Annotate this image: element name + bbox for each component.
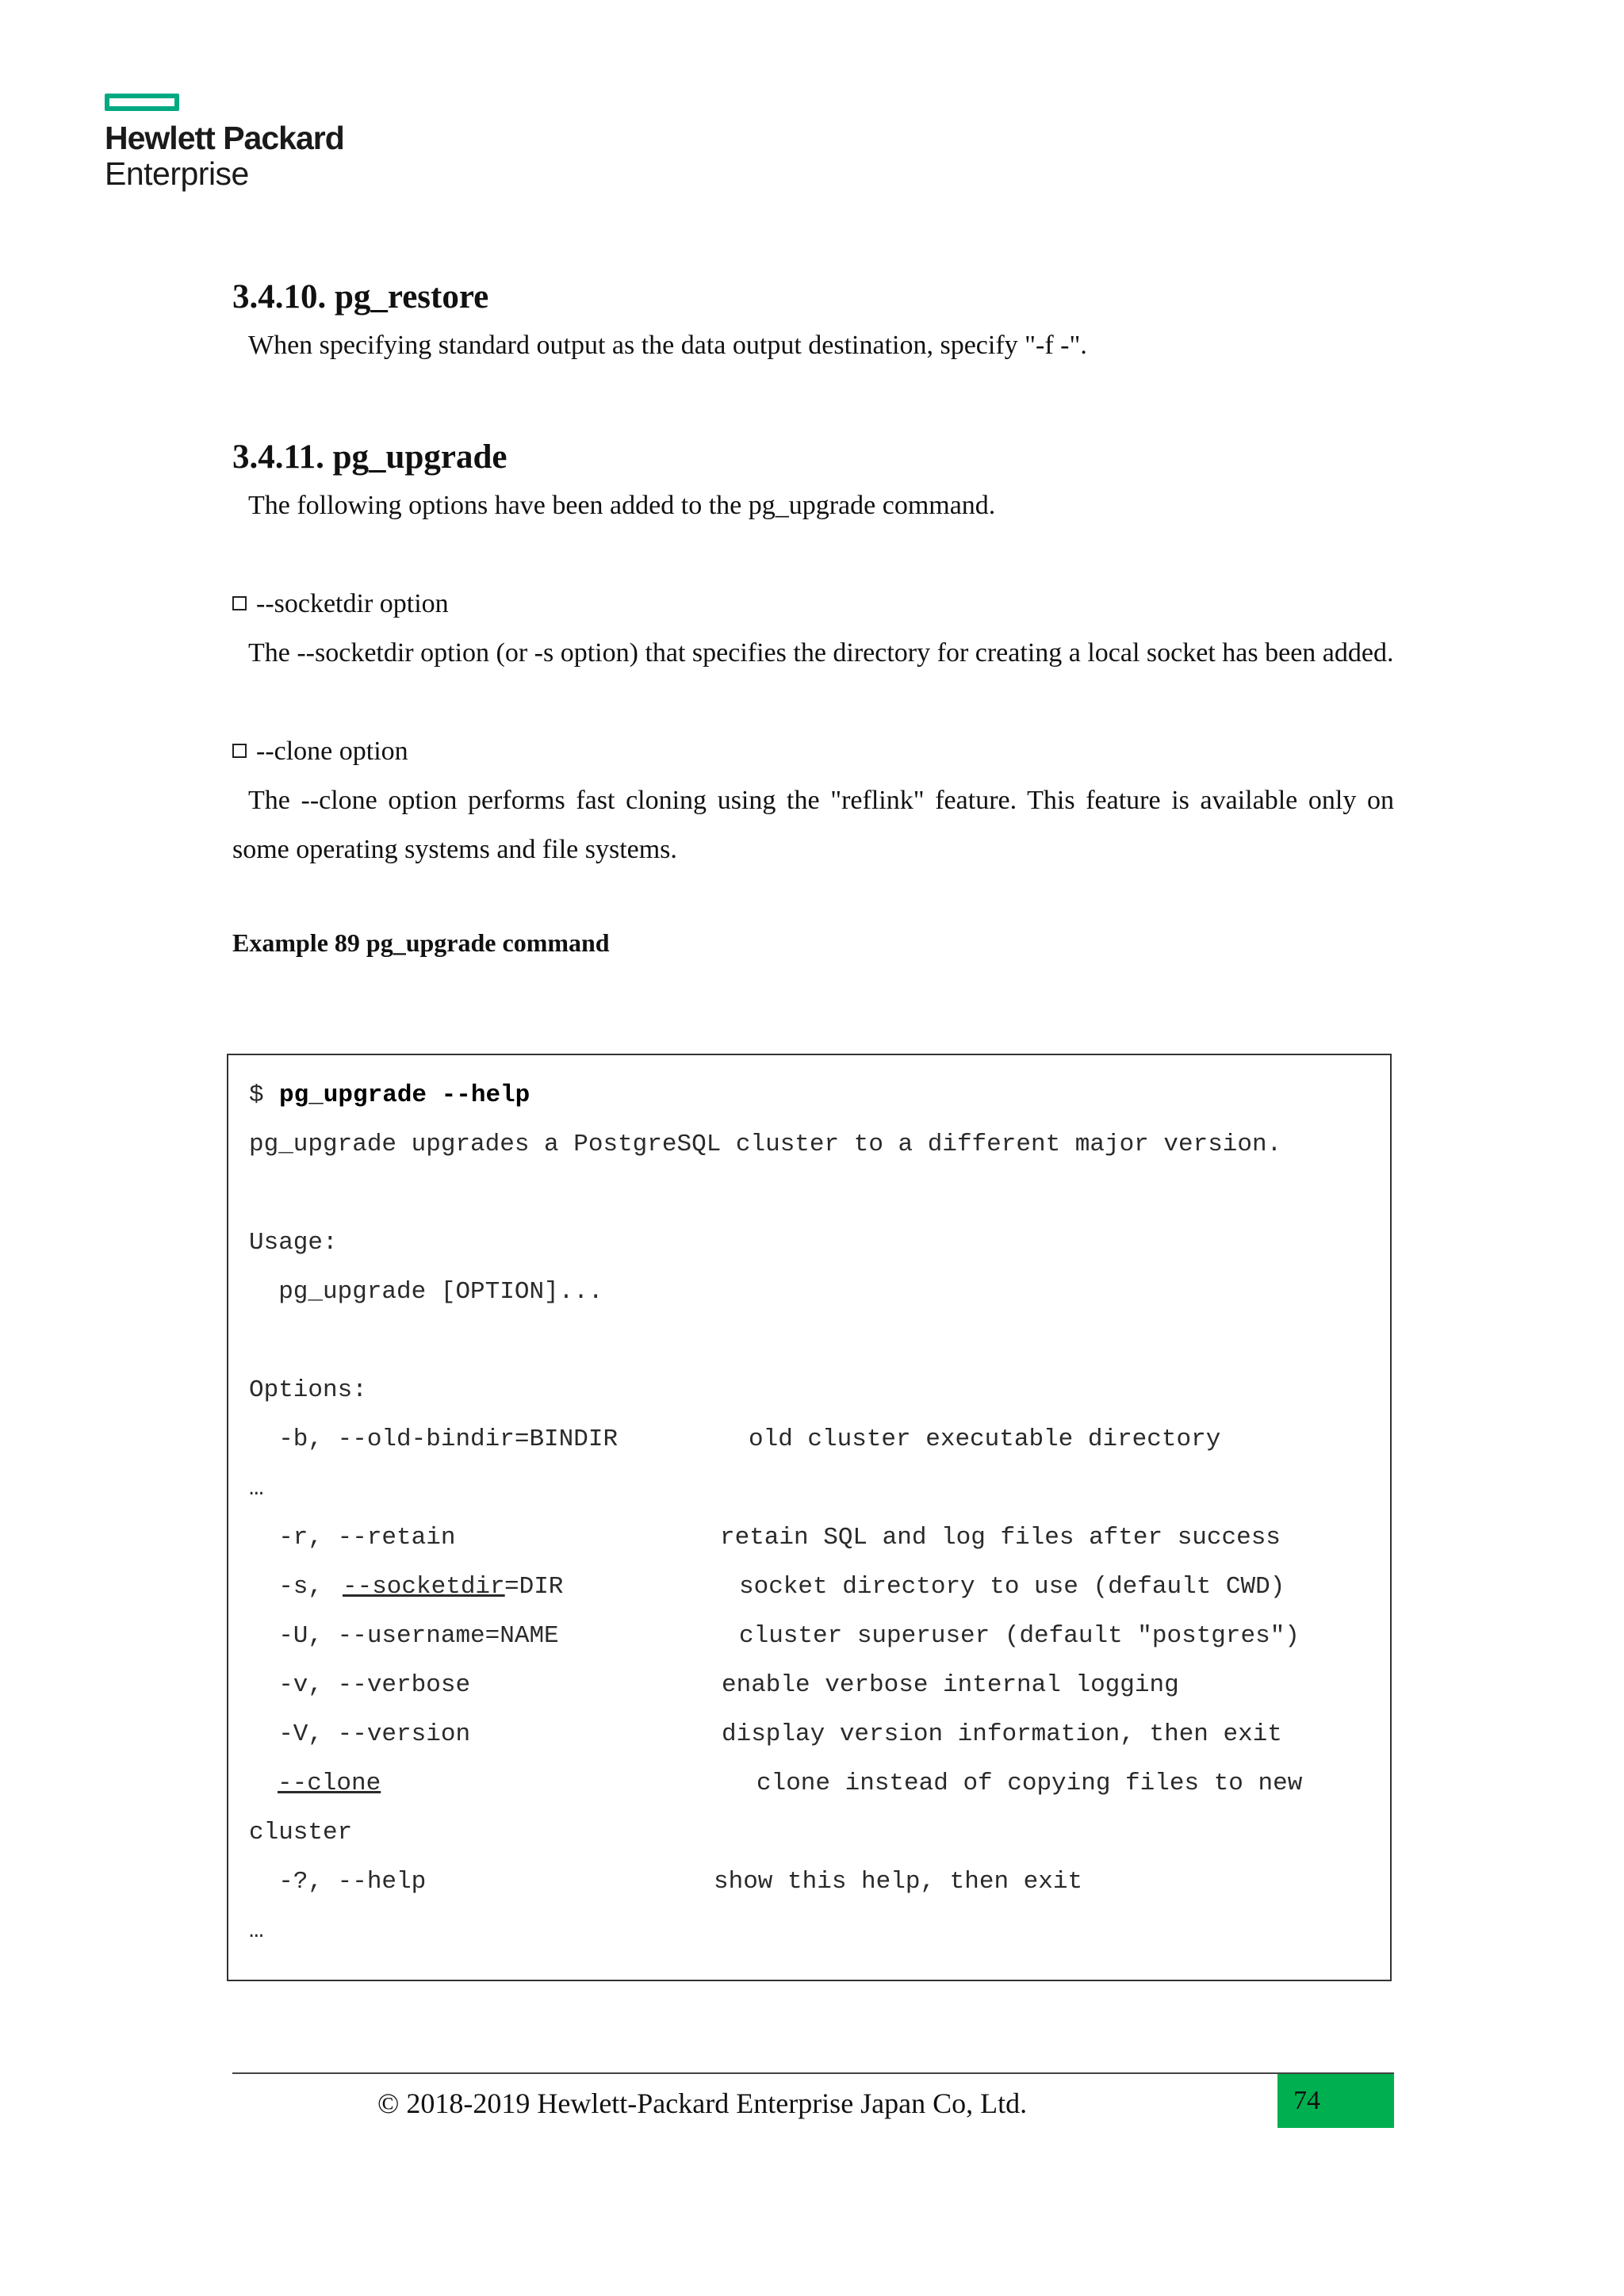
logo-text-line1: Hewlett Packard [105,120,344,156]
document-body [232,274,1394,962]
hpe-logo [105,94,344,192]
clone-underlined: --clone [278,1770,381,1797]
hpe-logo-bar [105,94,179,111]
page-number: 74 [1293,2086,1320,2115]
socketdir-option-title: --socketdir option [232,580,1394,629]
pg-restore-text: When specifying standard output as the data output destination, specify "-f -". [248,331,1087,360]
code-example-box: $ pg_upgrade --help pg_upgrade upgrades a PostgreSQL cluster to a different major version. Usage: pg_upgrade [OPTION]... Options: -b, --old-bindir=BINDIR old cluster executable directory … -r, --retain retain SQL and log files after success -s, --socketdir =DIR socket directory to use (default CWD) -U, --username=NAME cluster superuser (default "postgres") -v, --verbose enable verbose internal logging -V, --version display version information, then exit --clone clone instead of copying files to new cluster -?, --help show this help, then exit … [227,1054,1392,1981]
clone-option-title: --clone option [232,727,1394,776]
code-command: pg_upgrade --help [279,1081,530,1109]
square-bullet-icon [232,744,247,758]
logo-text-line2: Enterprise [105,155,249,192]
socketdir-underlined: --socketdir [343,1573,505,1601]
section-heading-pg-upgrade: 3.4.11. pg_upgrade [232,438,508,476]
page-number-box [1277,2074,1394,2128]
footer-divider [232,2072,1394,2074]
footer-copyright: © 2018-2019 Hewlett-Packard Enterprise Japan Co, Ltd. [377,2087,1028,2119]
clone-option-text: The --clone option performs fast cloning using the "reflink" feature. This feature is available only on some operating systems and file systems. [232,786,1394,864]
square-bullet-icon [232,596,247,610]
pg-upgrade-intro: The following options have been added to the pg_upgrade command. [248,491,996,520]
section-heading-pg-restore: 3.4.10. pg_restore [232,278,489,316]
socketdir-option-text: The --socketdir option (or -s option) that specifies the directory for creating a local socket has been added. [248,638,1394,668]
example-title: Example 89 pg_upgrade command [232,928,610,957]
